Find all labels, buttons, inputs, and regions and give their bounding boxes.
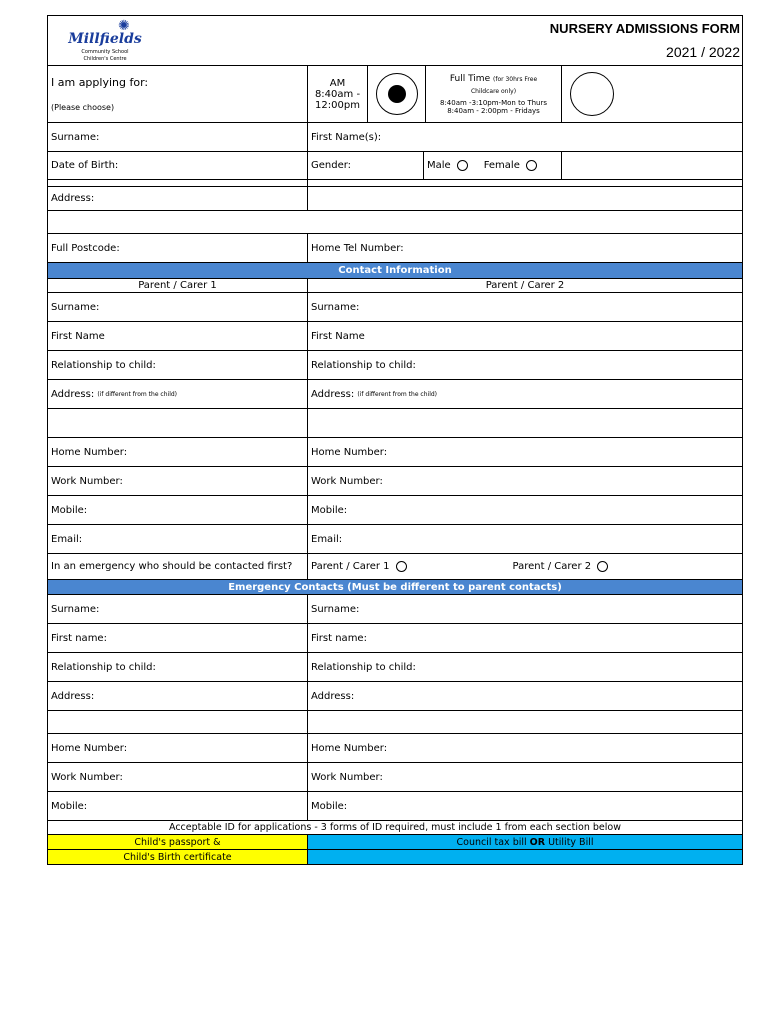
emergency-first-row <box>47 554 743 580</box>
id-row2 <box>47 850 743 865</box>
parent-mobile-row <box>47 496 743 525</box>
school-logo <box>60 19 150 63</box>
p1-email-field[interactable]: Email: <box>48 525 308 553</box>
spacer-left <box>48 180 308 186</box>
spacer-row <box>47 180 743 187</box>
em2-relationship-field[interactable]: Relationship to child: <box>311 661 416 673</box>
gender-label: Gender: <box>308 152 424 179</box>
id-blank-cyan-cell <box>308 850 742 864</box>
parent-firstname-row <box>47 322 743 351</box>
parent-address-row2 <box>47 409 743 438</box>
gender-options <box>424 152 562 179</box>
em-relationship-row <box>47 653 743 682</box>
fulltime-radio-cell <box>562 66 622 122</box>
p2-email-field[interactable]: Email: <box>311 533 343 545</box>
em2-home-field[interactable]: Home Number: <box>311 742 388 754</box>
child-dob-row <box>47 152 743 180</box>
p2-relationship-field[interactable]: Relationship to child: <box>311 359 416 371</box>
opt-parent2-label: Parent / Carer 2 <box>512 561 592 572</box>
p1-firstname-field[interactable]: First Name <box>48 322 308 350</box>
parent-address-row <box>47 380 743 409</box>
am-time2: 12:00pm <box>315 99 360 111</box>
p2-work-field[interactable]: Work Number: <box>311 475 383 487</box>
sun-icon: ✺ <box>118 18 130 34</box>
em2-address-field[interactable]: Address: <box>311 690 355 702</box>
child-address-field[interactable] <box>308 187 742 210</box>
logo-text: Millfields <box>68 31 142 47</box>
child-postcode-field[interactable]: Full Postcode: <box>48 234 308 262</box>
id-council-text: Council tax bill <box>456 836 530 848</box>
em-surname-row <box>47 595 743 624</box>
ft-time1: 8:40am -3:10pm-Mon to Thurs <box>440 98 547 107</box>
applying-label-cell <box>48 66 308 122</box>
male-radio[interactable] <box>457 160 468 171</box>
em-home-row <box>47 734 743 763</box>
child-postcode-row <box>47 234 743 263</box>
parent-relationship-row <box>47 351 743 380</box>
id-or-text: OR <box>529 836 546 848</box>
em2-mobile-field[interactable]: Mobile: <box>311 800 348 812</box>
ft-note2: Childcare only) <box>470 87 517 95</box>
em1-work-field[interactable]: Work Number: <box>48 763 308 791</box>
fulltime-option-cell <box>426 66 562 122</box>
em2-work-field[interactable]: Work Number: <box>311 771 383 783</box>
id-utility-text: Utility Bill <box>545 836 594 848</box>
opt-parent1-radio[interactable] <box>396 561 407 572</box>
fulltime-radio[interactable] <box>570 72 614 116</box>
form-title: NURSERY ADMISSIONS FORM <box>549 21 740 36</box>
em2-firstname-field[interactable]: First name: <box>311 632 367 644</box>
parent1-heading: Parent / Carer 1 <box>48 279 308 292</box>
p1-surname-field[interactable]: Surname: <box>48 293 308 321</box>
em1-surname-field[interactable]: Surname: <box>48 595 308 623</box>
em1-address-field[interactable]: Address: <box>48 682 308 710</box>
p1-relationship-field[interactable]: Relationship to child: <box>48 351 308 379</box>
logo-sub1: Community School <box>81 49 129 55</box>
em1-address-line2[interactable] <box>48 711 308 733</box>
contact-info-header: Contact Information <box>47 263 743 279</box>
child-address-label: Address: <box>48 187 308 210</box>
em2-surname-field[interactable]: Surname: <box>311 603 360 615</box>
em-address-row <box>47 682 743 711</box>
applying-row <box>47 65 743 123</box>
p2-firstname-field[interactable]: First Name <box>311 330 365 342</box>
opt-parent2-radio[interactable] <box>597 561 608 572</box>
p1-home-field[interactable]: Home Number: <box>48 438 308 466</box>
id-intro-row <box>47 821 743 835</box>
p1-address-note: (if different from the child) <box>97 390 178 398</box>
child-address-row <box>47 187 743 211</box>
parent-labels-row <box>47 279 743 293</box>
id-passport-cell: Child's passport & <box>48 835 308 849</box>
p2-address-field[interactable] <box>308 380 742 408</box>
parent-surname-row <box>47 293 743 322</box>
child-surname-field[interactable]: Surname: <box>48 123 308 151</box>
emergency-contacts-header: Emergency Contacts (Must be different to parent contacts) <box>47 580 743 595</box>
p1-address-line2[interactable] <box>48 409 308 437</box>
em2-address-line2[interactable] <box>308 711 742 733</box>
parent-home-row <box>47 438 743 467</box>
id-birthcert-cell: Child's Birth certificate <box>48 850 308 864</box>
am-time1: 8:40am - <box>314 88 361 100</box>
ft-label-line <box>450 74 537 84</box>
emergency-first-question: In an emergency who should be contacted first? <box>48 554 308 579</box>
p2-address-label: Address: <box>311 388 355 400</box>
em-firstname-row <box>47 624 743 653</box>
p2-home-field[interactable]: Home Number: <box>311 446 388 458</box>
em-address-row2 <box>47 711 743 734</box>
form-header <box>47 15 743 65</box>
child-firstnames-field[interactable]: First Name(s): <box>311 131 382 143</box>
child-hometel-field[interactable]: Home Tel Number: <box>311 242 404 254</box>
parent-email-row <box>47 525 743 554</box>
logo-sub2: Children's Centre <box>83 56 127 62</box>
opt-parent1-label: Parent / Carer 1 <box>311 561 390 572</box>
child-name-row <box>47 123 743 152</box>
female-radio[interactable] <box>526 160 537 171</box>
em1-home-field[interactable]: Home Number: <box>48 734 308 762</box>
p1-address-label: Address: <box>51 388 95 400</box>
parent2-heading: Parent / Carer 2 <box>485 280 565 291</box>
am-radio-selected[interactable] <box>376 73 418 115</box>
form-year: 2021 / 2022 <box>666 44 740 60</box>
ft-label: Full Time <box>449 73 491 84</box>
am-radio-cell <box>368 66 426 122</box>
female-label: Female <box>483 160 520 171</box>
am-option-cell <box>308 66 368 122</box>
parent-work-row <box>47 467 743 496</box>
admissions-form <box>47 15 743 865</box>
em1-mobile-field[interactable]: Mobile: <box>48 792 308 820</box>
em-mobile-row <box>47 792 743 821</box>
p2-mobile-field[interactable]: Mobile: <box>311 504 348 516</box>
p1-mobile-field[interactable]: Mobile: <box>48 496 308 524</box>
em-work-row <box>47 763 743 792</box>
ft-time2: 8:40am - 2:00pm - Fridays <box>447 106 540 115</box>
am-radio-dot <box>388 85 406 103</box>
id-council-cell <box>308 835 742 849</box>
applying-label: I am applying for: <box>51 76 149 89</box>
ft-note1: (for 30hrs Free <box>492 75 538 83</box>
p1-address-field[interactable] <box>48 380 308 408</box>
child-dob-field[interactable]: Date of Birth: <box>48 152 308 179</box>
child-address-row2[interactable] <box>47 211 743 234</box>
p1-work-field[interactable]: Work Number: <box>48 467 308 495</box>
id-intro-text: Acceptable ID for applications - 3 forms of ID required, must include 1 from each section below <box>169 822 621 833</box>
em1-relationship-field[interactable]: Relationship to child: <box>48 653 308 681</box>
applying-hint: (Please choose) <box>51 103 115 112</box>
id-row1 <box>47 835 743 850</box>
emergency-first-options <box>308 554 742 579</box>
p2-address-line2[interactable] <box>308 409 742 437</box>
p2-address-note: (if different from the child) <box>357 390 438 398</box>
am-label: AM <box>329 77 346 89</box>
p2-surname-field[interactable]: Surname: <box>311 301 360 313</box>
male-label: Male <box>427 160 451 171</box>
em1-firstname-field[interactable]: First name: <box>48 624 308 652</box>
